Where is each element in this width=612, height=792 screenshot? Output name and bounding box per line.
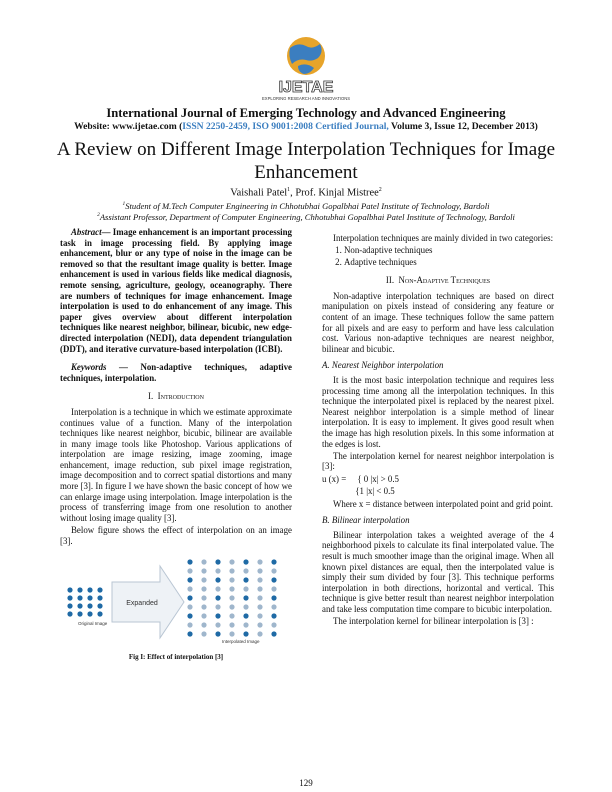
pixel-dot (243, 560, 248, 565)
issn-link[interactable]: ISSN 2250-2459, ISO 9001:2008 Certified Journal, (182, 121, 389, 132)
pixel-dot (87, 596, 92, 601)
pixel-dot (229, 614, 234, 619)
paper-title: A Review on Different Image Interpolation Techniques for Image Enhancement (56, 139, 556, 183)
figure-interpolation (60, 552, 292, 648)
pixel-dot (257, 560, 262, 565)
pixel-dot (257, 614, 262, 619)
affiliation-1-sup: 1 (122, 201, 126, 208)
pixel-dot (229, 596, 234, 601)
pixel-dot (67, 612, 72, 617)
pixel-dot (243, 596, 248, 601)
pixel-dot (229, 623, 234, 628)
pixel-dot (243, 614, 248, 619)
pixel-dot (257, 587, 262, 592)
pixel-dot (201, 596, 206, 601)
pixel-dot (215, 614, 220, 619)
formula-explanation: Where x = distance between interpolated point and grid point. (333, 498, 553, 509)
pixel-dot (201, 614, 206, 619)
keywords-label: Keywords (71, 362, 107, 373)
subsection-b-heading: B. Bilinear interpolation (322, 515, 410, 526)
website-prefix: Website: www.ijetae.com ( (74, 121, 183, 132)
pixel-dot (215, 560, 220, 565)
pixel-dot (257, 623, 262, 628)
author-1-sup: 1 (287, 187, 291, 193)
pixel-dot (187, 569, 192, 574)
pixel-dot (243, 623, 248, 628)
figure-caption: Fig I: Effect of interpolation [3] (128, 653, 224, 662)
pixel-dot (215, 569, 220, 574)
intro-paragraph-2: Below figure shows the effect of interpolation on an image [3]. (60, 524, 292, 546)
technique-list (344, 245, 554, 267)
non-adaptive-paragraph: Non-adaptive interpolation techniques are based on direct manipulation on pixels instead of considering any feature or content of an image. These techniques follow the same pattern for all pixels and are easy to perform and have less calculation cost. Various non-adaptive techniques are nearest neighbor, bilinear and bicubic. (322, 290, 554, 354)
author-separator: , Prof. Kinjal Mistree (290, 187, 379, 199)
pixel-dot (271, 623, 276, 628)
list-item: 2. Adaptive techniques (344, 257, 554, 268)
pixel-dot (97, 612, 102, 617)
affiliation-2-sup: 2 (97, 212, 100, 219)
pixel-dot (67, 588, 72, 593)
pixel-dot (229, 569, 234, 574)
bilinear-paragraph: Bilinear interpolation takes a weighted average of the 4 neighborhood pixels to calculate its final interpolated value. The result is much smoother image than the original image. When all known pixel distances are equal, then the interpolated value is simply their sum divided by four [3]. This technique performs interpolation in both directions, horizontal and vertical. This technique is give better result than nearest neighbor interpolation and take less computation time compare to bicubic interpolation. (322, 529, 554, 614)
pixel-dot (215, 623, 220, 628)
nearest-kernel-paragraph: The interpolation kernel for nearest neighbor interpolation is [3]: (322, 450, 554, 472)
pixel-dot (187, 632, 192, 637)
affiliation-1-text: Student of M.Tech Computer Engineering in Chhotubhai Gopalbhai Patel Institute of Technology, Bardoli (125, 201, 490, 211)
section-2-number: II. (385, 275, 395, 286)
pixel-dot (271, 596, 276, 601)
pixel-dot (215, 632, 220, 637)
formula-line-1: u (x) = { 0 |x| > 0.5 (322, 473, 399, 484)
pixel-dot (215, 578, 220, 583)
abstract (60, 227, 292, 354)
pixel-dot (229, 632, 234, 637)
pixel-dot (215, 596, 220, 601)
pixel-dot (187, 596, 192, 601)
section-2-heading (322, 275, 554, 286)
logo-text: IJETAE (278, 79, 334, 96)
pixel-dot (271, 560, 276, 565)
globe-icon (287, 37, 325, 75)
pixel-dot (229, 605, 234, 610)
left-column (60, 227, 292, 664)
journal-logo (262, 32, 350, 102)
pixel-dot (67, 596, 72, 601)
pixel-dot (87, 612, 92, 617)
volume-info: Volume 3, Issue 12, December 2013) (388, 121, 538, 132)
author-1: Vaishali Patel (230, 187, 288, 199)
pixel-dot (201, 560, 206, 565)
section-1-number: I. (148, 391, 154, 402)
pixel-dot (77, 612, 82, 617)
pixel-dot (243, 578, 248, 583)
pixel-dot (243, 569, 248, 574)
journal-title: International Journal of Emerging Technology and Advanced Engineering (106, 106, 506, 120)
pixel-dot (229, 587, 234, 592)
pixel-dot (77, 588, 82, 593)
right-column (322, 233, 554, 628)
pixel-dot (243, 587, 248, 592)
original-image-dots (67, 588, 102, 617)
pixel-dot (87, 604, 92, 609)
pixel-dot (201, 623, 206, 628)
affiliation-2-text: Assistant Professor, Department of Computer Engineering, Chhotubhai Gopalbhai Patel Institute of Technology, Bardoli (99, 212, 515, 222)
keywords-text: — Non-adaptive techniques, adaptive techniques, interpolation. (60, 362, 292, 383)
interpolated-image-dots (187, 560, 276, 637)
pixel-dot (87, 588, 92, 593)
pixel-dot (257, 578, 262, 583)
figure-graphic (60, 552, 292, 648)
formula-line-2: {1 |x| < 0.5 (322, 485, 395, 496)
nearest-neighbor-paragraph: It is the most basic interpolation technique and requires less processing time among all the interpolation techniques. In this technique the interpolated pixel is replaced by the nearest pixel. Nearest neighbor interpolation is a simple method of linear interpolation. It is easy to implement. It gives good result when the image has high resolution pixels. In this some information at the edges is lost. (322, 375, 554, 449)
pixel-dot (187, 560, 192, 565)
pixel-dot (201, 587, 206, 592)
pixel-dot (201, 632, 206, 637)
pixel-dot (271, 605, 276, 610)
pixel-dot (97, 588, 102, 593)
bilinear-kernel-paragraph: The interpolation kernel for bilinear interpolation is [3] : (333, 616, 534, 626)
pixel-dot (243, 632, 248, 637)
pixel-dot (229, 560, 234, 565)
abstract-label: Abstract (71, 227, 102, 237)
pixel-dot (271, 632, 276, 637)
author-2-sup: 2 (378, 187, 382, 193)
pixel-dot (187, 578, 192, 583)
pixel-dot (187, 623, 192, 628)
interpolated-image-label: Interpolated Image (222, 639, 260, 645)
pixel-dot (271, 614, 276, 619)
pixel-dot (97, 596, 102, 601)
pixel-dot (257, 605, 262, 610)
pixel-dot (77, 604, 82, 609)
pixel-dot (257, 632, 262, 637)
page-number: 129 (299, 778, 313, 788)
list-item: 1. Non-adaptive techniques (344, 245, 554, 256)
pixel-dot (201, 605, 206, 610)
affiliation-2 (0, 212, 612, 222)
pixel-dot (271, 587, 276, 592)
pixel-dot (257, 596, 262, 601)
pixel-dot (271, 569, 276, 574)
categories-paragraph: Interpolation techniques are mainly divided in two categories: (333, 233, 554, 243)
abstract-text: — Image enhancement is an important processing task in image processing field. By applying image enhancement, blur or any type of noise in the image can be removed so that the resultant image quality is better. Image enhancement is used in various fields like medical diagnosis, remote sensing, agriculture, geology, oceanography. There are numbers of techniques for image enhancement. Image interpolation is used to do enhancement of any image. This paper gives overview about different interpolation techniques like nearest neighbor, bilinear, bicubic, new edge-directed interpolation (NEDI), data dependent triangulation (DDT), and iterative curvature-based interpolation (ICBI). (60, 227, 292, 354)
intro-paragraph-1: Interpolation is a technique in which we estimate approximate continues value of a function. Many of the interpolation techniques like nearest neighbor, bicubic, bilinear are available in many image tools like Photoshop. Various applications of interpolation are image resizing, image zooming, image enhancement, image reduction, sub pixel image registration, image decomposition and to correct spatial distortions and many more [3]. In figure I we have shown the basic concept of how we can enlarge image using interpolation. Image interpolation is the process of transferring image from one resolution to another without losing image quality [3]. (60, 406, 292, 523)
section-1-heading (60, 391, 292, 402)
logo-tagline: EXPLORING RESEARCH AND INNOVATIONS (262, 96, 350, 101)
pixel-dot (257, 569, 262, 574)
arrow-label: Expanded (126, 600, 158, 608)
original-image-label: Original Image (78, 621, 108, 627)
pixel-dot (229, 578, 234, 583)
pixel-dot (215, 605, 220, 610)
pixel-dot (187, 605, 192, 610)
pixel-dot (215, 587, 220, 592)
pixel-dot (67, 604, 72, 609)
pixel-dot (271, 578, 276, 583)
affiliation-1 (0, 201, 612, 211)
pixel-dot (187, 587, 192, 592)
section-2-title: Non-Adaptive Techniques (398, 275, 491, 286)
pixel-dot (187, 614, 192, 619)
pixel-dot (77, 596, 82, 601)
pixel-dot (201, 569, 206, 574)
pixel-dot (97, 604, 102, 609)
section-1-title: Introduction (157, 391, 204, 402)
pixel-dot (243, 605, 248, 610)
authors (0, 187, 612, 198)
keywords (60, 362, 292, 383)
pixel-dot (201, 578, 206, 583)
subsection-a-heading: A. Nearest Neighbor interpolation (322, 360, 444, 371)
journal-website (0, 121, 612, 132)
